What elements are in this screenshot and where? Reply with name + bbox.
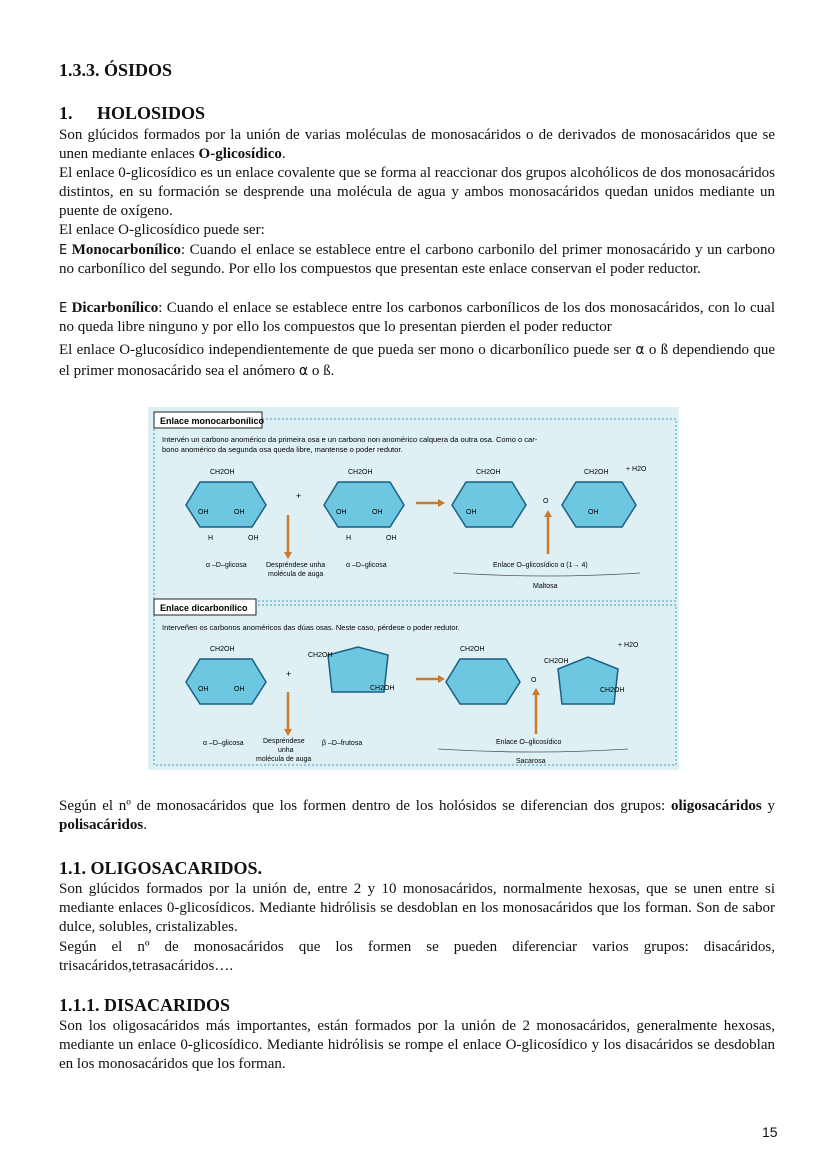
bold-term: Dicarbonílico [71,300,159,316]
svg-text:H: H [346,535,352,542]
svg-text:CH2OH: CH2OH [584,469,609,476]
disacaridos-heading: 1.1.1. DISACARIDOS [59,995,231,1015]
figure-svg [148,407,679,770]
alpha-symbol: α [635,342,645,358]
bullet-dicarbonilico [59,299,775,337]
svg-text:CH2OH: CH2OH [210,646,235,653]
text-run: o [308,363,324,379]
figure-background [148,407,679,770]
text-run: dependiendo que el primer monosacárido sea el anómero [59,342,775,379]
svg-text:CH2OH: CH2OH [600,687,625,694]
bold-term: O-glicosídico [198,146,282,162]
label-alpha-glicosa-1: α –D–glicosa [206,562,247,569]
bold-term: oligosacáridos [670,798,762,814]
paragraph-oligo-groups: Según el nº de monosacáridos que los formen se pueden diferenciar varios grupos: disacáridos, trisacáridos,tetrasacáridos…. [59,939,775,974]
bullet-monocarbonilico [59,241,775,279]
label-enlace-mono: Enlace O–glicosídico α (1→ 4) [493,562,588,569]
label-molecula: molécula de auga [268,571,324,578]
bullet-icon: E [59,243,68,258]
svg-text:O: O [531,677,537,684]
heading-number: 1. [59,103,73,123]
svg-text:+: + [286,669,292,679]
svg-text:OH: OH [234,686,245,693]
svg-text:CH2OH: CH2OH [370,685,395,692]
label-beta-frutosa: β –D–frutosa [322,740,363,747]
svg-text:CH2OH: CH2OH [460,646,485,653]
label-enlace-dicar: Enlace O–glicosídico [496,739,562,746]
beta-symbol: ß [323,363,331,379]
svg-text:OH: OH [466,509,477,516]
label-maltosa: Maltosa [533,583,558,590]
label-desprendese: Despréndese unha [266,562,326,569]
text-run: y [761,798,776,814]
svg-text:OH: OH [372,509,383,516]
label-alpha-glicosa-2: α –D–glicosa [346,562,387,569]
text-run: El enlace O-glucosídico independientemente de que pueda ser mono o dicarbonílico puede ser [59,342,636,358]
oligosacaridos-heading: 1.1. OLIGOSACARIDOS. [59,858,263,878]
beta-symbol: ß [660,342,669,358]
label-molecula-2: molécula de auga [256,756,312,763]
bullet-icon: E [59,301,68,316]
paragraph-oligosacaridos: Son glúcidos formados por la unión de, entre 2 y 10 monosacáridos, normalmente hexosas, que se unen entre si mediante enlaces 0-glicosídicos. Mediante hidrólisis se desdoblan en los monosacáridos que los forman. Son de sabor dulce, solubles, cristalizables. [59,881,775,935]
paragraph-groups [59,797,775,835]
paragraph-enlace-types: El enlace O-glicosídico puede ser: [59,222,265,238]
dicar-title: Enlace dicarbonílico [160,603,248,613]
text-run: Según el nº de monosacáridos que los formen dentro de los holósidos se diferencian dos grupos: [59,798,671,814]
alpha-symbol: α [298,363,309,379]
svg-text:OH: OH [336,509,347,516]
page-number: 15 [762,1124,778,1140]
svg-text:CH2OH: CH2OH [476,469,501,476]
heading-text: HOLOSIDOS [97,103,206,123]
text-run: . [143,817,147,833]
paragraph-alpha-beta [59,340,775,382]
svg-text:CH2OH: CH2OH [210,469,235,476]
svg-text:OH: OH [588,509,599,516]
dicar-desc: Interveñen os carbonos anoméricos das dúas osas. Neste caso, pérdese o poder redutor. [162,623,460,632]
label-alpha-glicosa-3: α –D–glicosa [203,740,244,747]
bold-term: polisacáridos [59,817,144,833]
svg-text:+: + [296,491,302,501]
holosidos-heading [59,103,205,124]
svg-text:CH2OH: CH2OH [308,652,333,659]
mono-desc-1: Intervén un carbono anomérico da primeira osa e un carbono non anomérico calquera da outra osa. Como o car- [162,435,538,444]
text-run: . [281,146,286,162]
svg-text:OH: OH [234,509,245,516]
svg-text:CH2OH: CH2OH [544,658,569,665]
mono-desc-2: bono anomérico da segunda osa queda libre, mantense o poder redutor. [162,445,403,454]
text-run: . [330,363,335,379]
label-unha: unha [278,747,294,754]
paragraph-holosidos-definition [59,126,775,164]
h2o-label-mono: + H2O [626,466,647,473]
text-run: : Cuando el enlace se establece entre los carbonos carbonílicos de los dos monosacáridos, con lo cual no queda libre ninguno y por ello los compuestos que lo presentan pierden el poder reductor [59,300,776,335]
svg-text:CH2OH: CH2OH [348,469,373,476]
svg-text:OH: OH [248,535,259,542]
text-run: Son glúcidos formados por la unión de varias moléculas de monosacáridos o de derivados de monosacáridos que se unen mediante enlaces [59,127,775,162]
label-desprendese-2: Despréndese [263,738,305,745]
h2o-label-dicar: + H2O [618,642,639,649]
svg-text:O: O [543,498,549,505]
svg-text:OH: OH [386,535,397,542]
label-sacarosa: Sacarosa [516,758,546,765]
text-run: : Cuando el enlace se establece entre el carbono carbonilo del primer monosacárido y un carbono no carbonílico del segundo. Por ello los compuestos que presentan este enlace conservan el poder reductor. [59,242,775,277]
paragraph-enlace-definition: El enlace 0-glicosídico es un enlace covalente que se forma al reaccionar dos grupos alcohólicos de dos monosacáridos distintos, en su formación se desprende una molécula de agua y ambos monosacáridos quedan unidos mediante un puente de oxígeno. [59,165,775,219]
bold-term: Monocarbonílico [71,242,181,258]
mono-title: Enlace monocarbonílico [160,416,265,426]
svg-text:OH: OH [198,509,209,516]
glycosidic-bond-figure [148,407,679,770]
text-run: o [644,342,661,358]
svg-text:H: H [208,535,214,542]
section-heading: 1.3.3. ÓSIDOS [59,60,173,80]
svg-text:OH: OH [198,686,209,693]
paragraph-disacaridos: Son los oligosacáridos más importantes, están formados por la unión de 2 monosacáridos, generalmente hexosas, mediante un enlace 0-glicosídico. Mediante hidrólisis se rompe el enlace O-glicosídico y los disacáridos se desdoblan en los monosacáridos que los forman. [59,1018,775,1072]
